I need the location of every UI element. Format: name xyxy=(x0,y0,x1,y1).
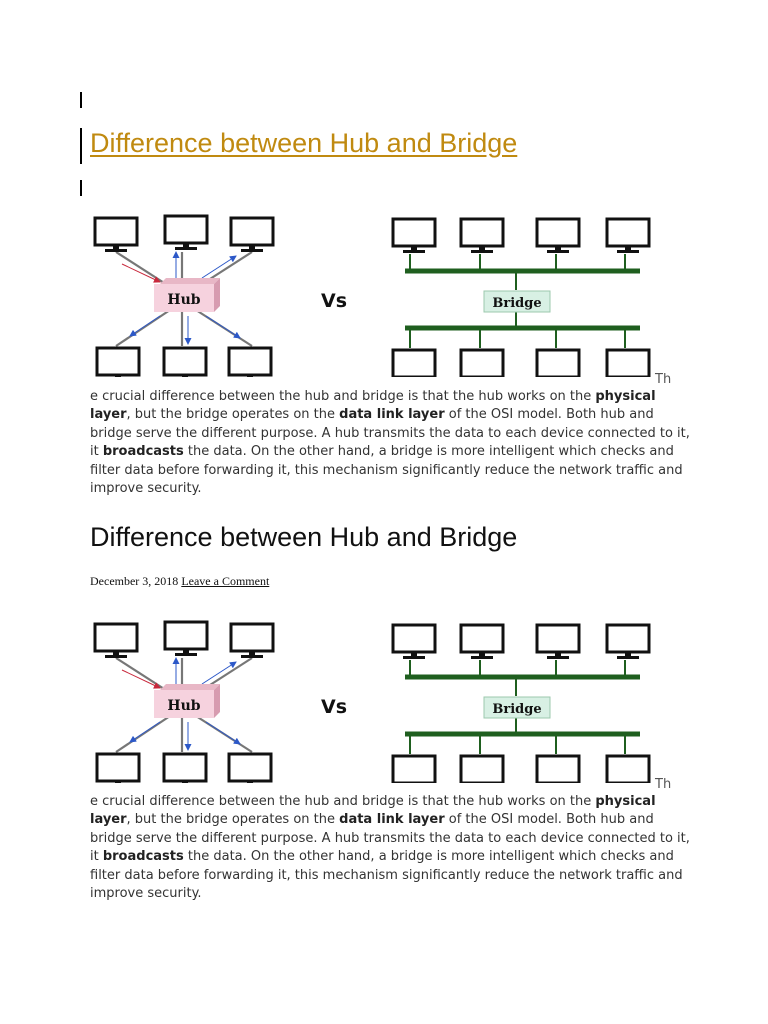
paragraph: e crucial difference between the hub and bridge is that the hub works on the physical layer, but the bridge operates on the data link layer of the OSI model. Both hub and bridge serve the different purpose. A hub transmits the data to each device connected to it, it broadcasts the data. On the other hand, a bridge is more intelligent which checks and filter data before forwarding it, this mechanism significantly reduce the network traffic and improve security. xyxy=(90,389,690,497)
hub-label: Hub xyxy=(167,698,201,714)
paragraph-leading-fragment: Th xyxy=(655,372,672,387)
text-cursor xyxy=(80,128,82,164)
paragraph-leading-fragment: Th xyxy=(655,777,672,792)
leave-comment-link[interactable]: Leave a Comment xyxy=(181,574,270,588)
paragraph: e crucial difference between the hub and bridge is that the hub works on the physical layer, but the bridge operates on the data link layer of the OSI model. Both hub and bridge serve the different purpose. A hub transmits the data to each device connected to it, it broadcasts the data. On the other hand, a bridge is more intelligent which checks and filter data before forwarding it, this mechanism significantly reduce the network traffic and improve security. xyxy=(90,794,690,902)
post-meta xyxy=(90,574,269,589)
hub-vs-bridge-diagram xyxy=(90,618,675,783)
text-cursor xyxy=(80,180,82,196)
post-title-link[interactable]: Difference between Hub and Bridge xyxy=(90,128,518,158)
hub-label: Hub xyxy=(167,292,201,308)
text-cursor xyxy=(80,92,82,108)
vs-label: Vs xyxy=(320,696,348,718)
vs-label: Vs xyxy=(320,290,348,312)
post-title: Difference between Hub and Bridge xyxy=(90,522,518,552)
post-date: December 3, 2018 xyxy=(90,574,179,588)
bridge-label: Bridge xyxy=(492,702,542,717)
bridge-label: Bridge xyxy=(492,296,542,311)
hub-vs-bridge-diagram xyxy=(90,212,675,377)
